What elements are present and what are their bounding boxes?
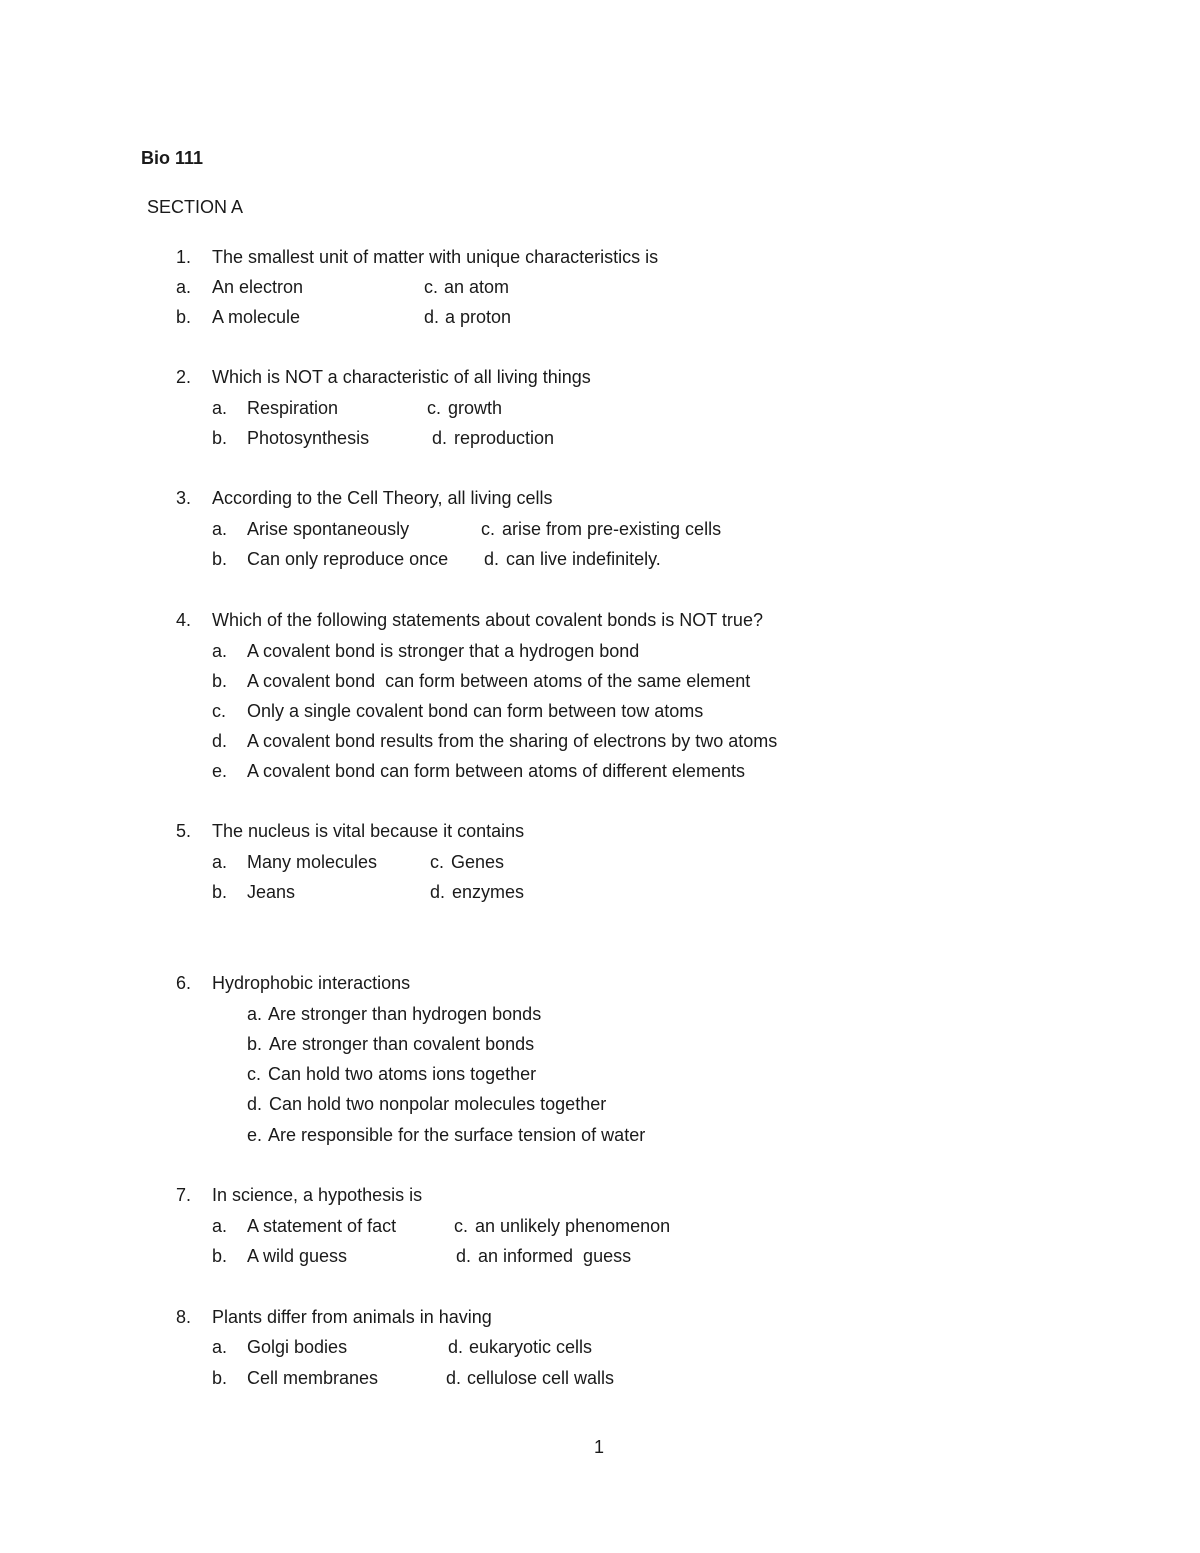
option-text: an atom (444, 277, 510, 297)
question-number: 6. (176, 973, 192, 993)
option-text: A covalent bond can form between atoms of the same element (247, 671, 751, 691)
page-number: 1 (594, 1437, 605, 1457)
option-text: eukaryotic cells (469, 1337, 593, 1357)
question-text: The nucleus is vital because it contains (212, 821, 525, 841)
question-text: Which of the following statements about covalent bonds is NOT true? (212, 610, 763, 630)
question-text: According to the Cell Theory, all living cells (212, 488, 553, 508)
option-label: a. (212, 641, 228, 661)
option-text: Only a single covalent bond can form between tow atoms (247, 701, 704, 721)
option-label: c. (430, 852, 445, 872)
option-text: Photosynthesis (247, 428, 370, 448)
option-label: d. (432, 428, 448, 448)
option-text: enzymes (452, 882, 525, 902)
option-text: Arise spontaneously (247, 519, 410, 539)
option-text: growth (448, 398, 503, 418)
option-label: d. (446, 1368, 462, 1388)
question-number: 2. (176, 367, 192, 387)
option-text: cellulose cell walls (467, 1368, 615, 1388)
option-text: A covalent bond can form between atoms of different elements (247, 761, 745, 781)
option-text: Cell membranes (247, 1368, 379, 1388)
option-label: d. (448, 1337, 464, 1357)
question-text: The smallest unit of matter with unique characteristics is (212, 247, 659, 267)
option-text: Can hold two atoms ions together (268, 1064, 537, 1084)
option-label: b. (212, 882, 228, 902)
option-label: a. (212, 1337, 228, 1357)
option-text: a proton (445, 307, 512, 327)
option-text: Are stronger than hydrogen bonds (264, 1004, 542, 1024)
option-text: Can hold two nonpolar molecules together (269, 1094, 607, 1114)
option-text: Respiration (247, 398, 339, 418)
option-label: a. (247, 1004, 263, 1024)
document-title: Bio 111 (141, 148, 204, 168)
option-text: Are responsible for the surface tension of water (268, 1125, 646, 1145)
option-label: a. (212, 519, 228, 539)
option-label: d. (424, 307, 440, 327)
option-text: A covalent bond is stronger that a hydrogen bond (247, 641, 640, 661)
option-text: Jeans (247, 882, 296, 902)
option-text: A molecule (212, 307, 301, 327)
section-heading: SECTION A (147, 197, 244, 217)
option-label: e. (212, 761, 228, 781)
question-text: Which is NOT a characteristic of all living things (212, 367, 591, 387)
option-label: d. (212, 731, 228, 751)
option-text: Golgi bodies (247, 1337, 348, 1357)
option-label: b. (212, 671, 228, 691)
option-label: c. (424, 277, 439, 297)
question-number: 8. (176, 1307, 192, 1327)
option-label: b. (212, 428, 228, 448)
option-label: d. (247, 1094, 263, 1114)
option-text: A wild guess (247, 1246, 348, 1266)
question-number: 4. (176, 610, 192, 630)
option-text: can live indefinitely. (506, 549, 661, 569)
question-number: 1. (176, 247, 192, 267)
option-text: an unlikely phenomenon (475, 1216, 671, 1236)
option-label: a. (212, 398, 228, 418)
question-text: Plants differ from animals in having (212, 1307, 492, 1327)
question-number: 5. (176, 821, 192, 841)
option-label: b. (212, 549, 228, 569)
option-text: A covalent bond results from the sharing of electrons by two atoms (247, 731, 778, 751)
option-text: An electron (212, 277, 304, 297)
question-text: In science, a hypothesis is (212, 1185, 423, 1205)
option-label: b. (176, 307, 192, 327)
option-text: reproduction (454, 428, 555, 448)
option-label: c. (212, 701, 227, 721)
option-text: A statement of fact (247, 1216, 397, 1236)
option-label: c. (454, 1216, 469, 1236)
option-text: Genes (451, 852, 505, 872)
option-text: arise from pre-existing cells (502, 519, 722, 539)
option-label: a. (212, 852, 228, 872)
option-text: Many molecules (247, 852, 378, 872)
question-number: 7. (176, 1185, 192, 1205)
option-text: Can only reproduce once (247, 549, 449, 569)
option-label: d. (430, 882, 446, 902)
question-number: 3. (176, 488, 192, 508)
option-label: d. (456, 1246, 472, 1266)
option-label: e. (247, 1125, 263, 1145)
option-label: c. (247, 1064, 262, 1084)
option-label: b. (212, 1368, 228, 1388)
option-label: b. (247, 1034, 263, 1054)
option-label: a. (176, 277, 192, 297)
option-label: d. (484, 549, 500, 569)
option-label: a. (212, 1216, 228, 1236)
option-label: b. (212, 1246, 228, 1266)
option-label: c. (481, 519, 496, 539)
option-text: Are stronger than covalent bonds (269, 1034, 535, 1054)
question-text: Hydrophobic interactions (212, 973, 411, 993)
option-text: an informed guess (478, 1246, 632, 1266)
option-label: c. (427, 398, 442, 418)
